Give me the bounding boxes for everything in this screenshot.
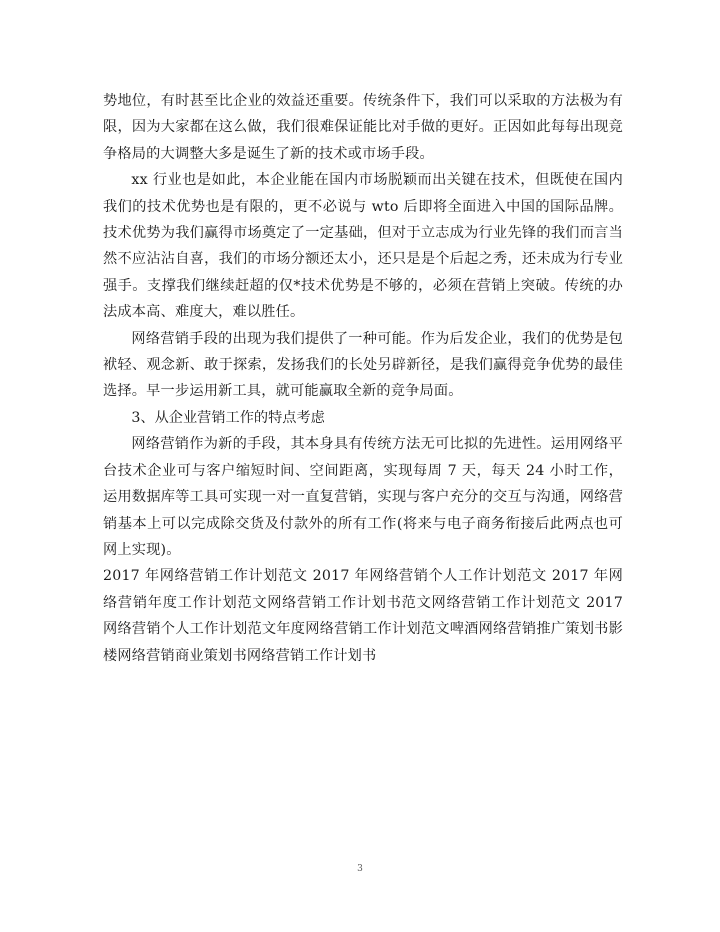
paragraph-network-marketing: 网络营销手段的出现为我们提供了一种可能。作为后发企业，我们的优势是包袱轻、观念新、敢于探索，发扬我们的长处另辟新径，是我们赢得竞争优势的最佳选择。早一步运用新工具，就可能赢取全新的竞争局面。: [103, 330, 623, 400]
document-body: [103, 88, 623, 669]
paragraph-industry: xx 行业也是如此，本企业能在国内市场脱颖而出关键在技术，但既使在国内我们的技术优势也是有限的，更不必说与 wto 后即将全面进入中国的国际品牌。技术优势为我们赢得市场奠定了一定基础，但对于立志成为行业先锋的我们而言当然不应沾沾自喜，我们的市场分额还太小，还只是是个后起之秀，还未成为行专业强手。支撑我们继续赶超的仅*技术优势是不够的，必须在营销上突破。传统的办法成本高、难度大，难以胜任。: [103, 172, 623, 321]
related-articles-links[interactable]: 2017 年网络营销工作计划范文 2017 年网络营销个人工作计划范文 2017 年网络营销年度工作计划范文网络营销工作计划书范文网络营销工作计划范文 2017 网络营销个人工作计划范文年度网络营销工作计划范文啤酒网络营销推广策划书影楼网络营销商业策划书网络营销工作计划书: [103, 568, 623, 664]
paragraph-advantages: 网络营销作为新的手段，其本身具有传统方法无可比拟的先进性。运用网络平台技术企业可与客户缩短时间、空间距离，实现每周 7 天，每天 24 小时工作，运用数据库等工具可实现一对一直复营销，实现与客户充分的交互与沟通，网络营销基本上可以完成除交货及付款外的所有工作(将来与电子商务衔接后此两点也可网上实现)。: [103, 436, 623, 558]
paragraph-competition: 势地位，有时甚至比企业的效益还重要。传统条件下，我们可以采取的方法极为有限，因为大家都在这么做，我们很难保证能比对手做的更好。正因如此每每出现竞争格局的大调整大多是诞生了新的技术或市场手段。: [103, 93, 623, 162]
section-heading: 3、从企业营销工作的特点考虑: [131, 409, 325, 426]
page-number: 3: [357, 864, 363, 874]
